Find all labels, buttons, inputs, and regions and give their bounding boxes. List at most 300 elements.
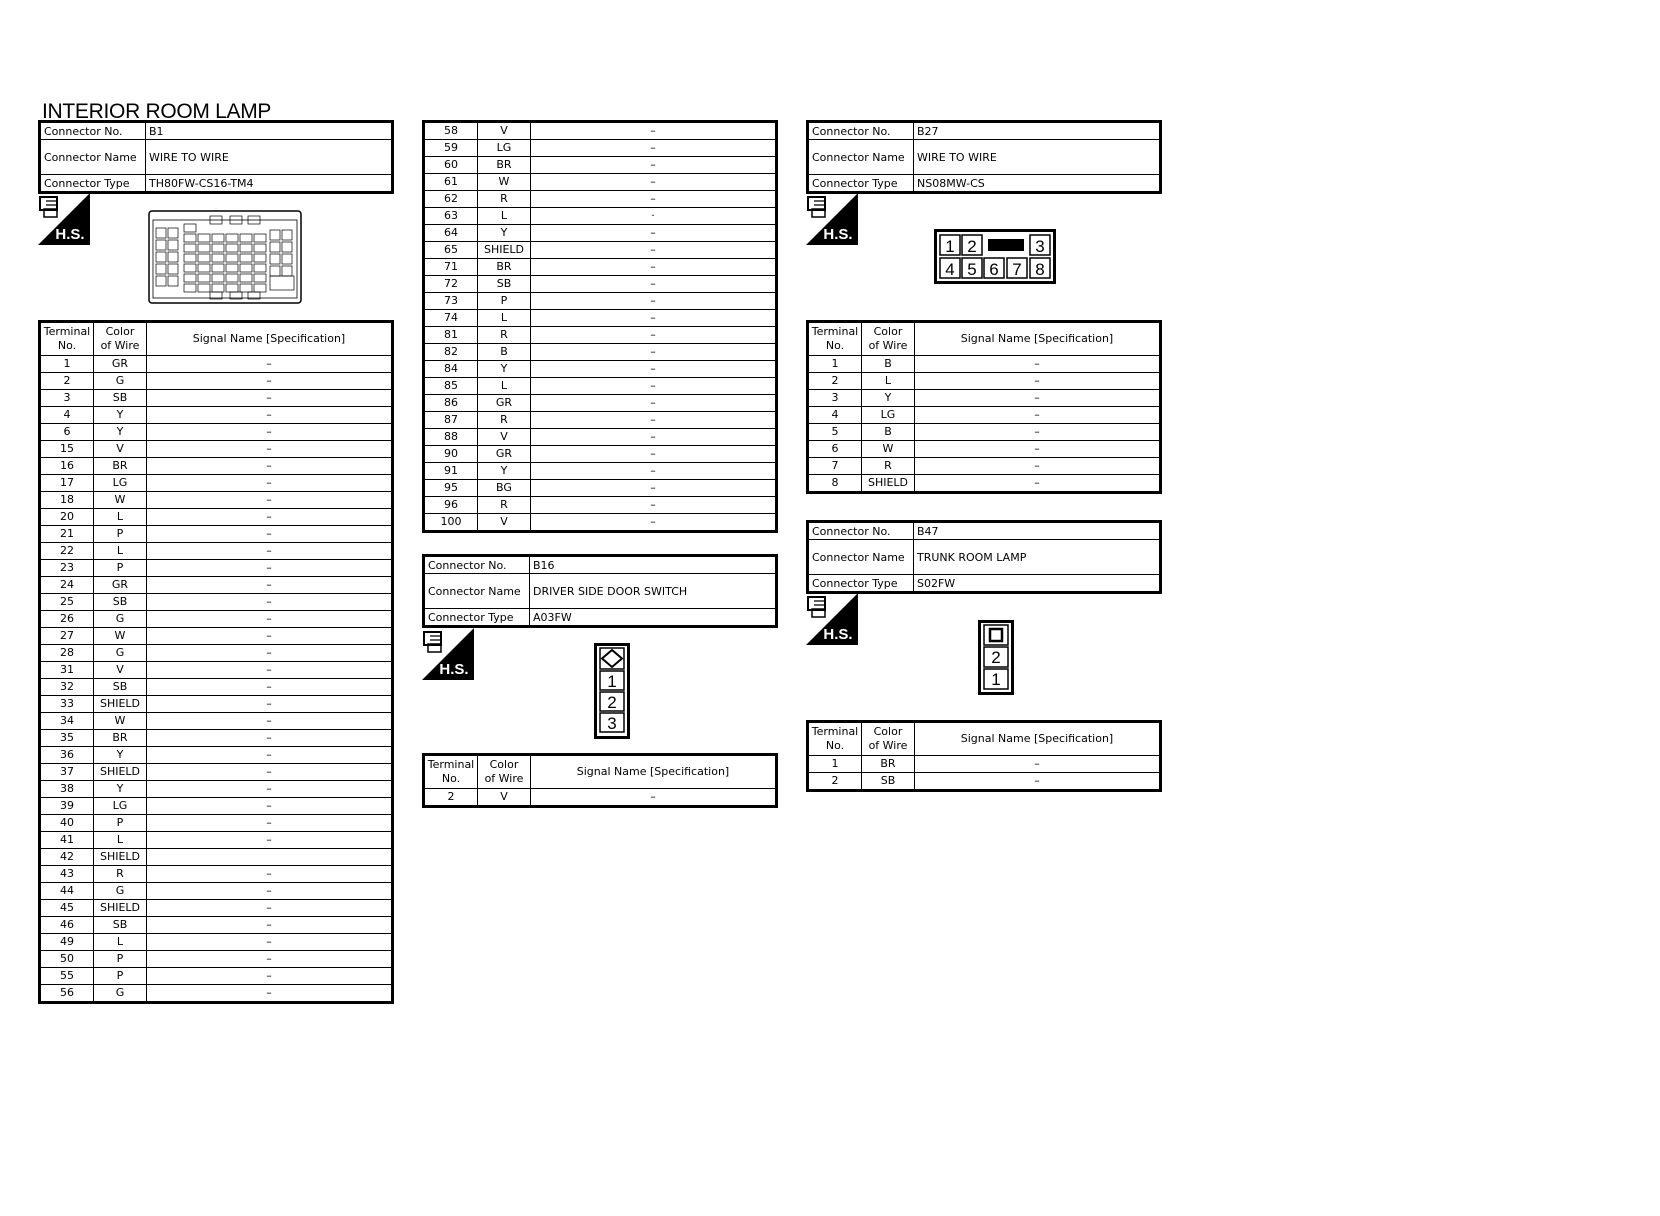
signal-name-cell: –: [147, 407, 393, 424]
signal-name-cell: –: [531, 174, 777, 191]
terminal-no-cell: 2: [808, 773, 862, 791]
wire-color-cell: SHIELD: [94, 900, 147, 917]
b47-connector-no-label: Connector No.: [808, 522, 914, 540]
wire-color-cell: G: [94, 645, 147, 662]
terminal-no-cell: 73: [424, 293, 478, 310]
signal-name-cell: –: [147, 798, 393, 815]
terminal-no-cell: 64: [424, 225, 478, 242]
signal-name-cell: –: [531, 446, 777, 463]
signal-name-cell: –: [147, 730, 393, 747]
table-row: [808, 373, 1161, 390]
wire-color-cell: Y: [478, 463, 531, 480]
signal-name-cell: –: [147, 526, 393, 543]
wire-color-cell: SB: [94, 679, 147, 696]
table-row: [40, 798, 393, 815]
b16-pin-1: 1: [607, 672, 617, 691]
terminal-no-header: Terminal No.: [424, 755, 478, 789]
table-row: [40, 543, 393, 560]
table-row: [40, 883, 393, 900]
terminal-no-cell: 91: [424, 463, 478, 480]
terminal-no-header: Terminal No.: [40, 322, 94, 356]
signal-name-cell: –: [147, 356, 393, 373]
terminal-no-cell: 90: [424, 446, 478, 463]
signal-name-cell: –: [147, 866, 393, 883]
b16-connector-type: A03FW: [530, 609, 777, 627]
signal-name-cell: –: [531, 412, 777, 429]
b27-connector-no-label: Connector No.: [808, 122, 914, 140]
color-of-wire-header: Color of Wire: [94, 322, 147, 356]
table-row: [40, 832, 393, 849]
table-row: [40, 747, 393, 764]
signal-name-cell: –: [531, 789, 777, 807]
wire-color-cell: W: [94, 492, 147, 509]
wire-color-cell: G: [94, 373, 147, 390]
table-row: [808, 407, 1161, 424]
table-row: [40, 662, 393, 679]
wire-color-cell: L: [478, 208, 531, 225]
wire-color-cell: P: [94, 526, 147, 543]
b27-pin-3: 3: [1035, 237, 1045, 256]
terminal-no-cell: 44: [40, 883, 94, 900]
signal-name-cell: –: [147, 611, 393, 628]
terminal-no-cell: 1: [40, 356, 94, 373]
b16-connector-name: DRIVER SIDE DOOR SWITCH: [530, 574, 777, 609]
terminal-no-cell: 20: [40, 509, 94, 526]
b47-connector-name-label: Connector Name: [808, 540, 914, 575]
signal-name-cell: –: [147, 475, 393, 492]
terminal-no-cell: 58: [424, 122, 478, 140]
b27-info-table: [806, 120, 1162, 194]
table-row: [808, 773, 1161, 791]
wire-color-cell: GR: [478, 446, 531, 463]
terminal-no-cell: 37: [40, 764, 94, 781]
wire-color-cell: P: [94, 951, 147, 968]
terminal-no-cell: 21: [40, 526, 94, 543]
b27-terminal-table: [806, 320, 1162, 494]
table-row: [40, 628, 393, 645]
signal-name-cell: –: [531, 497, 777, 514]
b16-hs-label: H.S.: [439, 661, 469, 678]
wire-color-cell: Y: [478, 225, 531, 242]
terminal-no-cell: 2: [40, 373, 94, 390]
terminal-no-cell: 74: [424, 310, 478, 327]
table-row: [424, 242, 777, 259]
b1-connector-face-icon: [148, 210, 302, 304]
wire-color-cell: P: [94, 968, 147, 985]
b47-connector-type-label: Connector Type: [808, 575, 914, 593]
table-row: [40, 849, 393, 866]
signal-name-cell: –: [147, 458, 393, 475]
table-row: [424, 429, 777, 446]
table-row: [40, 968, 393, 985]
b1-terminal-table-continued: [422, 120, 778, 533]
b16-pin-3: 3: [607, 714, 617, 733]
wire-color-cell: L: [862, 373, 915, 390]
wire-color-cell: Y: [94, 407, 147, 424]
table-row: [808, 458, 1161, 475]
signal-name-cell: –: [531, 327, 777, 344]
table-row: [40, 696, 393, 713]
terminal-no-cell: 36: [40, 747, 94, 764]
signal-name-cell: –: [531, 293, 777, 310]
terminal-no-cell: 17: [40, 475, 94, 492]
wire-color-cell: Y: [94, 747, 147, 764]
table-row: [40, 611, 393, 628]
terminal-no-cell: 35: [40, 730, 94, 747]
terminal-no-cell: 4: [40, 407, 94, 424]
terminal-no-cell: 87: [424, 412, 478, 429]
signal-name-cell: –: [147, 934, 393, 951]
terminal-no-cell: 82: [424, 344, 478, 361]
signal-name-cell: –: [147, 577, 393, 594]
signal-name-cell: –: [147, 951, 393, 968]
table-row: [40, 373, 393, 390]
wire-color-cell: SHIELD: [94, 696, 147, 713]
wire-color-cell: SB: [862, 773, 915, 791]
table-row: [424, 789, 777, 807]
wire-color-cell: P: [478, 293, 531, 310]
wire-color-cell: G: [94, 883, 147, 900]
b27-connector-no: B27: [914, 122, 1161, 140]
signal-name-cell: –: [915, 475, 1161, 493]
table-row: [424, 259, 777, 276]
terminal-no-cell: 2: [808, 373, 862, 390]
b27-pin-4: 4: [945, 260, 955, 279]
table-row: [424, 225, 777, 242]
table-row: [424, 497, 777, 514]
table-row: [424, 327, 777, 344]
b1-connector-no-label: Connector No.: [40, 122, 146, 140]
signal-name-cell: –: [147, 781, 393, 798]
terminal-no-cell: 25: [40, 594, 94, 611]
signal-name-cell: –: [531, 378, 777, 395]
table-row: [40, 560, 393, 577]
signal-name-cell: –: [147, 560, 393, 577]
signal-name-cell: –: [915, 356, 1161, 373]
signal-name-cell: [147, 849, 393, 866]
signal-name-cell: –: [147, 645, 393, 662]
terminal-no-cell: 26: [40, 611, 94, 628]
terminal-no-cell: 46: [40, 917, 94, 934]
b1-connector-name-label: Connector Name: [40, 140, 146, 175]
terminal-no-cell: 4: [808, 407, 862, 424]
signal-name-cell: –: [147, 713, 393, 730]
terminal-no-cell: 65: [424, 242, 478, 259]
table-row: [424, 463, 777, 480]
b47-pin-2: 2: [991, 648, 1001, 667]
table-row: [40, 475, 393, 492]
signal-name-cell: –: [147, 883, 393, 900]
terminal-no-cell: 2: [424, 789, 478, 807]
wire-color-cell: GR: [94, 577, 147, 594]
signal-name-cell: –: [531, 122, 777, 140]
table-row: [40, 730, 393, 747]
table-row: [40, 917, 393, 934]
terminal-no-header: Terminal No.: [808, 322, 862, 356]
b16-info-table: [422, 554, 778, 628]
terminal-no-cell: 60: [424, 157, 478, 174]
wire-color-cell: W: [478, 174, 531, 191]
signal-name-cell: –: [147, 679, 393, 696]
terminal-no-cell: 8: [808, 475, 862, 493]
signal-name-header: Signal Name [Specification]: [531, 755, 777, 789]
signal-name-cell: –: [147, 985, 393, 1003]
b16-connector-name-label: Connector Name: [424, 574, 530, 609]
terminal-no-cell: 40: [40, 815, 94, 832]
table-row: [808, 441, 1161, 458]
terminal-no-cell: 96: [424, 497, 478, 514]
terminal-no-cell: 16: [40, 458, 94, 475]
terminal-no-cell: 27: [40, 628, 94, 645]
terminal-no-cell: 56: [40, 985, 94, 1003]
table-row: [40, 985, 393, 1003]
wire-color-cell: SHIELD: [94, 849, 147, 866]
wire-color-cell: L: [94, 509, 147, 526]
table-row: [808, 475, 1161, 493]
terminal-no-header: Terminal No.: [808, 722, 862, 756]
signal-name-cell: –: [147, 900, 393, 917]
b47-connector-type: S02FW: [914, 575, 1161, 593]
signal-name-header: Signal Name [Specification]: [147, 322, 393, 356]
signal-name-cell: –: [531, 242, 777, 259]
b47-connector-face: [978, 620, 1014, 695]
wire-color-cell: V: [478, 514, 531, 532]
wire-color-cell: R: [478, 412, 531, 429]
b27-connector-type: NS08MW-CS: [914, 175, 1161, 193]
wire-color-cell: V: [478, 789, 531, 807]
table-row: [40, 781, 393, 798]
wire-color-cell: B: [862, 424, 915, 441]
signal-name-cell: –: [915, 424, 1161, 441]
signal-name-cell: –: [531, 157, 777, 174]
b1-connector-type-label: Connector Type: [40, 175, 146, 193]
terminal-no-cell: 15: [40, 441, 94, 458]
wire-color-cell: L: [94, 934, 147, 951]
b1-info-table: [38, 120, 394, 194]
wire-color-cell: LG: [862, 407, 915, 424]
terminal-no-cell: 61: [424, 174, 478, 191]
table-row: [40, 458, 393, 475]
terminal-no-cell: 81: [424, 327, 478, 344]
signal-name-cell: –: [531, 361, 777, 378]
signal-name-cell: –: [147, 424, 393, 441]
b1-hs-connector-icon: [38, 193, 90, 245]
terminal-no-cell: 62: [424, 191, 478, 208]
wire-color-cell: W: [94, 713, 147, 730]
signal-name-cell: –: [147, 968, 393, 985]
signal-name-cell: –: [531, 463, 777, 480]
signal-name-cell: –: [531, 259, 777, 276]
terminal-no-cell: 63: [424, 208, 478, 225]
b16-connector-type-label: Connector Type: [424, 609, 530, 627]
signal-name-cell: –: [147, 509, 393, 526]
table-row: [424, 446, 777, 463]
signal-name-header: Signal Name [Specification]: [915, 322, 1161, 356]
table-row: [424, 276, 777, 293]
terminal-no-cell: 3: [808, 390, 862, 407]
signal-name-cell: –: [147, 832, 393, 849]
wire-color-cell: Y: [862, 390, 915, 407]
signal-name-cell: –: [531, 344, 777, 361]
signal-name-cell: ·: [531, 208, 777, 225]
b27-pin-7: 7: [1012, 260, 1022, 279]
b27-hs-connector-icon: [806, 193, 858, 245]
wire-color-cell: R: [478, 497, 531, 514]
table-row: [424, 514, 777, 532]
table-row: [40, 441, 393, 458]
terminal-no-cell: 59: [424, 140, 478, 157]
terminal-no-cell: 5: [808, 424, 862, 441]
table-row: [40, 713, 393, 730]
terminal-no-cell: 6: [40, 424, 94, 441]
wire-color-cell: R: [862, 458, 915, 475]
table-row: [424, 480, 777, 497]
color-of-wire-header: Color of Wire: [862, 322, 915, 356]
wire-color-cell: BR: [478, 157, 531, 174]
signal-name-cell: –: [915, 373, 1161, 390]
signal-name-cell: –: [915, 756, 1161, 773]
b27-pin-8: 8: [1035, 260, 1045, 279]
table-row: [808, 390, 1161, 407]
wire-color-cell: Y: [478, 361, 531, 378]
signal-name-cell: –: [915, 773, 1161, 791]
b16-connector-no-label: Connector No.: [424, 556, 530, 574]
signal-name-cell: –: [147, 543, 393, 560]
color-of-wire-header: Color of Wire: [862, 722, 915, 756]
signal-name-cell: –: [915, 407, 1161, 424]
wire-color-cell: BR: [862, 756, 915, 773]
terminal-no-cell: 86: [424, 395, 478, 412]
table-row: [40, 900, 393, 917]
table-row: [424, 310, 777, 327]
b16-terminal-table: [422, 753, 778, 808]
wire-color-cell: V: [94, 441, 147, 458]
wire-color-cell: BR: [94, 458, 147, 475]
signal-name-cell: –: [531, 395, 777, 412]
wire-color-cell: SB: [94, 390, 147, 407]
signal-name-cell: –: [531, 140, 777, 157]
signal-name-cell: –: [915, 458, 1161, 475]
terminal-no-cell: 43: [40, 866, 94, 883]
b27-pin-2: 2: [967, 237, 977, 256]
terminal-no-cell: 41: [40, 832, 94, 849]
signal-name-cell: –: [147, 441, 393, 458]
terminal-no-cell: 23: [40, 560, 94, 577]
signal-name-cell: –: [147, 917, 393, 934]
b27-pin-6: 6: [989, 260, 999, 279]
b27-connector-name: WIRE TO WIRE: [914, 140, 1161, 175]
wire-color-cell: B: [862, 356, 915, 373]
signal-name-header: Signal Name [Specification]: [915, 722, 1161, 756]
wire-color-cell: SB: [94, 917, 147, 934]
table-row: [424, 395, 777, 412]
wire-color-cell: SB: [478, 276, 531, 293]
b1-hs-label: H.S.: [55, 226, 85, 243]
signal-name-cell: –: [147, 594, 393, 611]
wire-color-cell: L: [478, 310, 531, 327]
terminal-no-cell: 85: [424, 378, 478, 395]
wire-color-cell: LG: [94, 798, 147, 815]
terminal-no-cell: 55: [40, 968, 94, 985]
table-row: [40, 356, 393, 373]
table-row: [424, 293, 777, 310]
table-row: [424, 344, 777, 361]
b16-connector-face: [594, 643, 630, 739]
wire-color-cell: BR: [478, 259, 531, 276]
table-row: [424, 412, 777, 429]
terminal-no-cell: 1: [808, 356, 862, 373]
table-row: [40, 764, 393, 781]
table-row: [424, 378, 777, 395]
signal-name-cell: –: [147, 492, 393, 509]
table-row: [424, 191, 777, 208]
terminal-no-cell: 50: [40, 951, 94, 968]
b47-terminal-table: [806, 720, 1162, 792]
wire-color-cell: SHIELD: [862, 475, 915, 493]
b27-pin-1: 1: [945, 237, 955, 256]
wire-color-cell: L: [94, 832, 147, 849]
table-row: [808, 356, 1161, 373]
wire-color-cell: GR: [478, 395, 531, 412]
table-row: [424, 157, 777, 174]
terminal-no-cell: 28: [40, 645, 94, 662]
terminal-no-cell: 1: [808, 756, 862, 773]
signal-name-cell: –: [531, 225, 777, 242]
wire-color-cell: W: [862, 441, 915, 458]
table-row: [40, 645, 393, 662]
wire-color-cell: LG: [94, 475, 147, 492]
wire-color-cell: V: [94, 662, 147, 679]
table-row: [40, 594, 393, 611]
wire-color-cell: L: [94, 543, 147, 560]
b47-hs-connector-icon: [806, 593, 858, 645]
wire-color-cell: B: [478, 344, 531, 361]
terminal-no-cell: 24: [40, 577, 94, 594]
signal-name-cell: –: [147, 628, 393, 645]
signal-name-cell: –: [147, 390, 393, 407]
b16-hs-connector-icon: [422, 628, 474, 680]
table-row: [424, 140, 777, 157]
table-row: [40, 424, 393, 441]
terminal-no-cell: 100: [424, 514, 478, 532]
table-row: [40, 492, 393, 509]
wire-color-cell: V: [478, 429, 531, 446]
terminal-no-cell: 3: [40, 390, 94, 407]
table-row: [40, 407, 393, 424]
terminal-no-cell: 72: [424, 276, 478, 293]
table-row: [40, 866, 393, 883]
table-row: [808, 424, 1161, 441]
wire-color-cell: G: [94, 611, 147, 628]
terminal-no-cell: 49: [40, 934, 94, 951]
terminal-no-cell: 31: [40, 662, 94, 679]
signal-name-cell: –: [147, 815, 393, 832]
wire-color-cell: GR: [94, 356, 147, 373]
signal-name-cell: –: [531, 191, 777, 208]
wire-color-cell: SHIELD: [478, 242, 531, 259]
signal-name-cell: –: [915, 390, 1161, 407]
b1-connector-name: WIRE TO WIRE: [146, 140, 393, 175]
terminal-no-cell: 45: [40, 900, 94, 917]
table-row: [424, 361, 777, 378]
terminal-no-cell: 7: [808, 458, 862, 475]
terminal-no-cell: 84: [424, 361, 478, 378]
terminal-no-cell: 88: [424, 429, 478, 446]
signal-name-cell: –: [531, 310, 777, 327]
table-row: [40, 934, 393, 951]
terminal-no-cell: 18: [40, 492, 94, 509]
signal-name-cell: –: [531, 480, 777, 497]
